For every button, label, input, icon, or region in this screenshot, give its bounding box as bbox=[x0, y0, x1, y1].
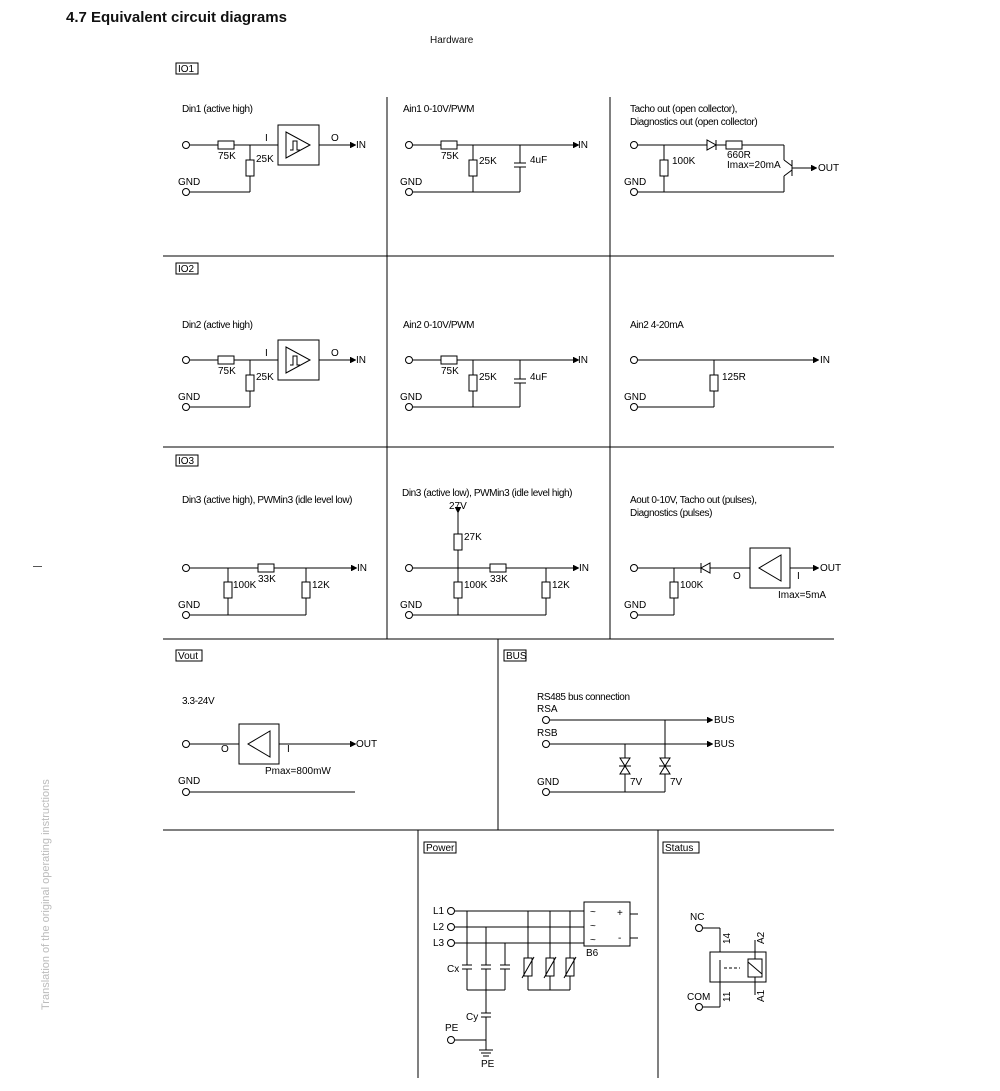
resistor-label: 33K bbox=[258, 574, 276, 585]
pin-label: I bbox=[265, 348, 268, 359]
pin-label: O bbox=[331, 133, 339, 144]
panel-title: Tacho out (open collector), bbox=[630, 104, 738, 115]
rectifier-pin: + bbox=[617, 908, 623, 919]
pin-label: O bbox=[221, 744, 229, 755]
gnd-label: GND bbox=[178, 776, 201, 787]
section-tag-vout bbox=[176, 650, 202, 662]
panel-title: RS485 bus connection bbox=[537, 692, 630, 703]
current-limit-label: Imax=5mA bbox=[778, 590, 827, 601]
pin-label: 11 bbox=[722, 991, 733, 1002]
panel-title: Ain2 0-10V/PWM bbox=[403, 320, 475, 331]
panel-title: Din1 (active high) bbox=[182, 104, 253, 115]
section-tag-io2-label: IO2 bbox=[178, 264, 195, 275]
terminal-label: OUT bbox=[356, 739, 378, 750]
section-tag-status-label: Status bbox=[665, 843, 694, 854]
circuit-power bbox=[433, 902, 638, 1070]
resistor-label: 75K bbox=[218, 151, 236, 162]
resistor-label: 12K bbox=[552, 580, 570, 591]
rectifier-pin: ~ bbox=[590, 935, 596, 946]
capacitor-label: 4uF bbox=[530, 372, 548, 383]
page-title: 4.7 Equivalent circuit diagrams bbox=[66, 9, 287, 26]
terminal-label: L1 bbox=[433, 906, 445, 917]
terminal-label: COM bbox=[687, 992, 711, 1003]
circuit-status-relay bbox=[687, 912, 767, 1011]
panel-title: Diagnostics out (open collector) bbox=[630, 117, 758, 128]
section-tag-io1-label: IO1 bbox=[178, 64, 195, 75]
terminal-label: L2 bbox=[433, 922, 445, 933]
panel-title: Ain2 4-20mA bbox=[630, 320, 684, 331]
zener-label: 7V bbox=[670, 777, 683, 788]
panel-title: Aout 0-10V, Tacho out (pulses), bbox=[630, 495, 757, 506]
section-subtitle: Hardware bbox=[430, 35, 474, 46]
terminal-label: IN bbox=[578, 140, 588, 151]
terminal-label: L3 bbox=[433, 938, 445, 949]
resistor-label: 100K bbox=[464, 580, 488, 591]
pin-label: I bbox=[287, 744, 290, 755]
circuit-io1-ain1 bbox=[400, 104, 588, 196]
terminal-label: IN bbox=[357, 563, 367, 574]
circuit-io3-aout bbox=[624, 495, 841, 619]
panel-title: Ain1 0-10V/PWM bbox=[403, 104, 475, 115]
resistor-label: 25K bbox=[479, 372, 497, 383]
rectifier-pin: ~ bbox=[590, 921, 596, 932]
circuit-io2-din2 bbox=[178, 320, 366, 411]
circuit-vout bbox=[178, 696, 377, 796]
capacitor-label: Cx bbox=[447, 964, 460, 975]
rectifier-pin: - bbox=[618, 933, 622, 944]
section-tag-io2 bbox=[176, 263, 198, 275]
section-tag-vout-label: Vout bbox=[178, 651, 199, 662]
section-tag-io3-label: IO3 bbox=[178, 456, 195, 467]
pin-label: A2 bbox=[756, 931, 767, 944]
terminal-label: PE bbox=[445, 1023, 459, 1034]
terminal-label: BUS bbox=[714, 739, 735, 750]
gnd-label: GND bbox=[400, 177, 423, 188]
terminal-label: IN bbox=[820, 355, 830, 366]
side-note: Translation of the original operating instructions bbox=[40, 779, 52, 1010]
terminal-label: IN bbox=[578, 355, 588, 366]
zener-label: 7V bbox=[630, 777, 643, 788]
section-tag-io1 bbox=[176, 63, 198, 75]
pin-label: O bbox=[331, 348, 339, 359]
supply-label: 27V bbox=[449, 501, 467, 512]
section-tag-io3 bbox=[176, 455, 198, 467]
resistor-label: 100K bbox=[680, 580, 704, 591]
pin-label: I bbox=[265, 133, 268, 144]
gnd-label: GND bbox=[178, 600, 201, 611]
resistor-label: 25K bbox=[256, 154, 274, 165]
terminal-label: RSB bbox=[537, 728, 558, 739]
terminal-label: IN bbox=[356, 355, 366, 366]
resistor-label: 33K bbox=[490, 574, 508, 585]
resistor-label: 12K bbox=[312, 580, 330, 591]
resistor-label: 100K bbox=[233, 580, 257, 591]
pin-label: A1 bbox=[756, 989, 767, 1002]
terminal-label: RSA bbox=[537, 704, 558, 715]
resistor-label: 125R bbox=[722, 372, 746, 383]
terminal-label: IN bbox=[356, 140, 366, 151]
gnd-label: GND bbox=[624, 177, 647, 188]
gnd-label: GND bbox=[400, 392, 423, 403]
gnd-label: GND bbox=[178, 392, 201, 403]
capacitor-label: Cy bbox=[466, 1012, 479, 1023]
gnd-label: GND bbox=[178, 177, 201, 188]
terminal-label: OUT bbox=[820, 563, 842, 574]
circuit-bus bbox=[537, 692, 735, 796]
ground-label: PE bbox=[481, 1059, 495, 1070]
gnd-label: GND bbox=[624, 600, 647, 611]
circuit-io2-ain2-voltage bbox=[400, 320, 588, 411]
panel-title: Din3 (active low), PWMin3 (idle level high) bbox=[402, 488, 573, 499]
panel-title: Din2 (active high) bbox=[182, 320, 253, 331]
circuit-io3-din3-active-high bbox=[178, 495, 367, 619]
section-tag-bus bbox=[504, 650, 527, 662]
resistor-label: 75K bbox=[441, 151, 459, 162]
panel-title: Diagnostics (pulses) bbox=[630, 508, 713, 519]
pin-label: I bbox=[797, 571, 800, 582]
resistor-label: 25K bbox=[479, 156, 497, 167]
panel-grid bbox=[163, 97, 834, 1078]
rectifier-pin: ~ bbox=[590, 907, 596, 918]
panel-title: Din3 (active high), PWMin3 (idle level low) bbox=[182, 495, 353, 506]
section-tag-status bbox=[663, 842, 699, 854]
circuit-io2-ain2-current bbox=[624, 320, 830, 411]
pin-label: O bbox=[733, 571, 741, 582]
terminal-label: OUT bbox=[818, 163, 840, 174]
resistor-label: 75K bbox=[441, 366, 459, 377]
gnd-label: GND bbox=[537, 777, 560, 788]
circuit-io1-din1 bbox=[178, 104, 366, 196]
current-limit-label: Imax=20mA bbox=[727, 160, 781, 171]
resistor-label: 27K bbox=[464, 532, 482, 543]
pin-label: 14 bbox=[722, 932, 733, 944]
terminal-label: BUS bbox=[714, 715, 735, 726]
section-tag-bus-label: BUS bbox=[506, 651, 527, 662]
capacitor-label: 4uF bbox=[530, 155, 548, 166]
gnd-label: GND bbox=[624, 392, 647, 403]
resistor-label: 25K bbox=[256, 372, 274, 383]
power-limit-label: Pmax=800mW bbox=[265, 766, 331, 777]
resistor-label: 100K bbox=[672, 156, 696, 167]
section-tag-power-label: Power bbox=[426, 843, 455, 854]
resistor-label: 660R bbox=[727, 150, 751, 161]
resistor-label: 75K bbox=[218, 366, 236, 377]
section-tag-power bbox=[424, 842, 456, 854]
rectifier-label: B6 bbox=[586, 948, 599, 959]
circuit-io1-tacho bbox=[624, 104, 839, 196]
terminal-label: NC bbox=[690, 912, 705, 923]
circuit-io3-din3-active-low bbox=[400, 488, 589, 619]
gnd-label: GND bbox=[400, 600, 423, 611]
panel-title: 3.3-24V bbox=[182, 696, 215, 707]
terminal-label: IN bbox=[579, 563, 589, 574]
